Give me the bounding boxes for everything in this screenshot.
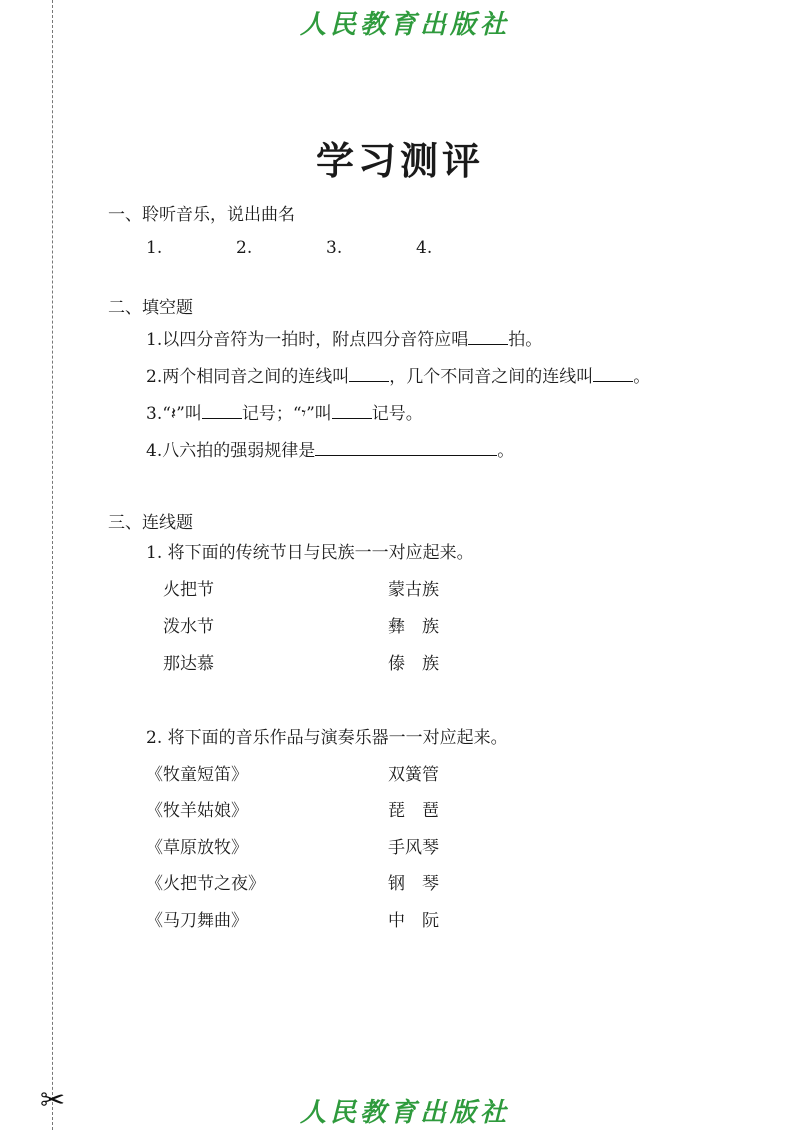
fill-question-1	[146, 326, 542, 352]
question-text: 3.“	[146, 404, 171, 424]
instrument-item: 钢 琴	[388, 874, 439, 894]
answer-blank[interactable]	[593, 363, 633, 382]
question-text: ”叫	[306, 404, 332, 424]
question-text: 记号；“	[241, 404, 302, 424]
section1-numbers	[146, 236, 506, 260]
music-work-item: 《牧童短笛》	[146, 765, 248, 785]
footer-publisher-logo: 人民教育出版社	[299, 1098, 510, 1128]
section2-heading: 二、填空题	[108, 298, 193, 318]
section3-heading: 三、连线题	[108, 513, 193, 533]
question-text: 拍。	[508, 330, 543, 350]
answer-blank[interactable]	[202, 400, 242, 419]
question-text: 。	[497, 441, 515, 461]
section1-heading: 一、聆听音乐，说出曲名	[108, 205, 295, 225]
answer-number-3: 3.	[326, 238, 343, 258]
music-work-item: 《草原放牧》	[146, 838, 248, 858]
instrument-item: 手风琴	[388, 838, 439, 858]
matching-question-1-prompt: 1. 将下面的传统节日与民族一一对应起来。	[146, 543, 474, 563]
ethnic-group-item: 傣 族	[388, 654, 439, 674]
answer-blank[interactable]	[315, 437, 497, 456]
question-text: 记号。	[371, 404, 423, 424]
answer-blank[interactable]	[349, 363, 389, 382]
question-text: 4.八六拍的强弱规律是	[146, 441, 316, 461]
answer-blank[interactable]	[332, 400, 372, 419]
instrument-item: 双簧管	[388, 765, 439, 785]
question-text: ”叫	[176, 404, 202, 424]
page-title: 学习测评	[315, 138, 484, 183]
festival-item: 那达慕	[163, 654, 214, 674]
rest-symbol-icon: 𝄽	[170, 404, 177, 424]
scissors-icon: ✂	[40, 1083, 66, 1118]
music-work-item: 《火把节之夜》	[146, 874, 265, 894]
answer-blank[interactable]	[468, 326, 508, 345]
question-text: ，几个不同音之间的连线叫	[389, 367, 594, 387]
ethnic-group-item: 蒙古族	[388, 580, 439, 600]
breath-mark-icon: 𝄾	[301, 404, 307, 424]
music-work-item: 《牧羊姑娘》	[146, 801, 248, 821]
answer-number-1: 1.	[146, 238, 163, 258]
fill-question-3	[146, 400, 423, 426]
festival-item: 泼水节	[163, 617, 214, 637]
answer-number-2: 2.	[236, 238, 253, 258]
header-publisher-logo: 人民教育出版社	[299, 10, 510, 40]
festival-item: 火把节	[163, 580, 214, 600]
matching-question-2-prompt: 2. 将下面的音乐作品与演奏乐器一一对应起来。	[146, 728, 508, 748]
question-text: 2.两个相同音之间的连线叫	[146, 367, 350, 387]
question-text: 。	[633, 367, 651, 387]
instrument-item: 中 阮	[388, 911, 439, 931]
question-text: 1.以四分音符为一拍时，附点四分音符应唱	[146, 330, 469, 350]
music-work-item: 《马刀舞曲》	[146, 911, 248, 931]
ethnic-group-item: 彝 族	[388, 617, 439, 637]
fill-question-4	[146, 437, 514, 463]
fill-question-2	[146, 363, 650, 389]
instrument-item: 琵 琶	[388, 801, 439, 821]
answer-number-4: 4.	[416, 238, 433, 258]
